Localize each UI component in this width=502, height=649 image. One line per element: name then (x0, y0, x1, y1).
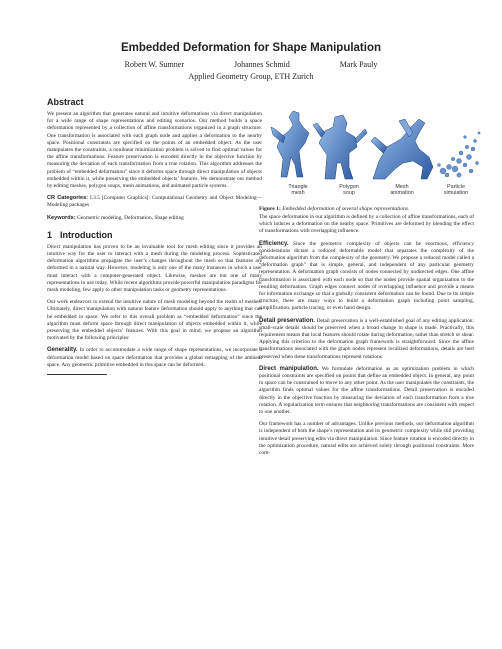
direct-manipulation-text: We formulate deformation as an optimization problem in which positional constraints are specified on points that define an embedded object. In general, any point in space can be constrained to move to any other point. As the user manipulates the constraints, the algorithm finds optimal values for the affine transformations. Detail preservation is encoded directly in the objective function by measuring the deviation of each transformation from a true rotation. A regularization term ensures that neighboring transformations are consistent with respect to one another. (259, 365, 474, 416)
detail-text: Detail preservation is a well-established goal of any editing application: small-scale details should be preserved when a broad change in shape is made. Practically, this requirement means that local features should rotate during deformation, rather than stretch or shear. Applying this criterion to the deformation graph framework is straightforward. Since the affine transformations associated with the graph nodes represent localized deformations, details are best preserved when these transformations represent rotations. (259, 317, 474, 360)
figure-caption (259, 206, 484, 212)
keywords (47, 215, 262, 222)
figure-label (431, 184, 481, 197)
keywords-text: Geometric modeling, Deformation, Shape editing (76, 214, 184, 221)
figure-1 (259, 97, 484, 217)
particle-simulation-figure (438, 132, 481, 177)
cr-categories (47, 195, 262, 209)
author-name: Mark Pauly (339, 60, 378, 69)
caption-text: Embedded deformation of several shape representations. (282, 206, 410, 212)
figure-label (324, 184, 374, 197)
detail-paragraph (259, 318, 474, 361)
label-line: soup (343, 190, 355, 197)
label-line: Particle (447, 184, 465, 190)
right-paragraph-last: Our framework has a number of advantages. Unlike previous methods, our deformation algorithm is independent of both the shape’s representation and its geometric complexity while still providing intuitive detail preserving edits via direct manipulation. Since feature rotation is encoded directly in the optimization procedure, natural edits are achieved solely through positional constraints. More com- (259, 421, 474, 457)
direct-manipulation-paragraph (259, 366, 474, 416)
intro-paragraph-1: Direct manipulation has proven to be an invaluable tool for mesh editing since it provides an intuitive way for the user to interact with a mesh during the modeling process. Sophisticated deformation algorithms propagate the user’s changes throughout the mesh so that features are deformed in a natural way. However, modeling is only one of the many instances in which a user must interact with a computer-generated object. Likewise, meshes are but one of many representations in use today. While recent algorithms provide powerful manipulation paradigms for mesh modeling, few apply to other manipulation tasks or geometry representations. (47, 243, 262, 294)
mesh-animation-figure (371, 119, 433, 179)
caption-label: Figure 1: (259, 206, 281, 212)
figure-label (377, 184, 427, 197)
keywords-label: Keywords: (47, 214, 76, 221)
section-number: 1 (47, 229, 53, 240)
abstract-text: We present an algorithm that generates natural and intuitive deformations via direct manipulation for a wide range of shape representations and editing scenarios. Our method builds a space deformation represented by a collection of affine transformations organized in a graph structure. One transformation is associated with each graph node and applies a deformation to the nearby space. Positional constraints are specified on the points of an embedded object. As the user manipulates the constraints, a nonlinear minimization problem is solved to find optimal values for the affine transformations. Feature preservation is encoded directly in the objective function by measuring the deviation of each transformation from a true rotation. This algorithm addresses the problem of “embedded deformation” since it deforms space through direct manipulation of objects embedded within it, while preserving the embedded objects’ features. We demonstrate our method by editing meshes, polygon soups, mesh animations, and animated particle systems. (47, 111, 262, 190)
figure-label (273, 184, 323, 197)
figure-illustration (259, 97, 484, 183)
efficiency-text: Since the geometric complexity of objects can be enormous, efficiency considerations dictate a reduced deformable model that separates the complexity of the deformation algorithm from the complexity of the geometry. We propose a reduced model called a “deformation graph” that is simple, general, and independent of any particular geometry representation. A deformation graph consists of nodes connected by undirected edges. One affine transformation is associated with each node so that the nodes provide spatial organization to the resulting deformation. Graph edges connect nodes of overlapping influence and provide a means for information exchange so that a globally consistent deformation can be found. Due to its simple structure, there are many ways to build a deformation graph including point sampling, simplification, particle tracing, or even hand design. (259, 240, 474, 312)
triangle-mesh-figure (271, 111, 309, 177)
generality-heading: Generality. (47, 347, 78, 354)
efficiency-heading: Efficiency. (259, 240, 289, 247)
footnote-rule (47, 374, 107, 375)
right-column (259, 214, 474, 462)
intro-heading (47, 230, 262, 240)
polygon-soup-figure (313, 115, 367, 179)
figure-labels (259, 184, 484, 202)
left-column (47, 97, 262, 375)
author-name: Robert W. Sumner (124, 60, 184, 69)
author-name: Johannes Schmid (234, 60, 290, 69)
cr-text: I.3.5 [Computer Graphics]: Computational Geometry and Object Modeling—Modeling packages (47, 195, 262, 209)
affiliation: Applied Geometry Group, ETH Zurich (188, 72, 314, 81)
author-list (0, 60, 502, 69)
abstract-heading: Abstract (47, 97, 84, 107)
label-line: animation (390, 190, 414, 197)
label-line: Triangle (288, 184, 308, 190)
label-line: Mesh (395, 184, 409, 190)
efficiency-paragraph (259, 241, 474, 313)
generality-paragraph (47, 347, 262, 369)
section-title: Introduction (60, 229, 113, 240)
paper-title: Embedded Deformation for Shape Manipulation (120, 42, 382, 54)
cr-label: CR Categories: (47, 195, 89, 202)
generality-text: In order to accommodate a wide range of shape representations, we incorporate a deformation model based on space deformation that provides a global remapping of the ambient space. Any geometric primitive embedded in this space can be deformed. (47, 347, 262, 368)
label-line: simulation (443, 190, 469, 197)
label-line: Polygon (339, 184, 359, 190)
right-paragraph-intro: The space deformation in our algorithm is defined by a collection of affine transformations, each of which induces a deformation on the nearby space. Primitives are deformed by blending the effect of transformations with overlapping influence. (259, 214, 474, 235)
detail-heading: Detail preservation. (259, 317, 315, 324)
intro-paragraph-2: Our work endeavors to extend the intuitive nature of mesh modeling beyond the realm of meshes. Ultimately, direct manipulation with natural feature deformation should apply to anything that can be embedded in space. We refer to this overall problem as “embedded deformation” since the algorithm must deform space through direct manipulation of objects embedded within it, while preserving the embedded objects’ features. With this goal in mind, we propose an algorithm motivated by the following principles: (47, 299, 262, 342)
label-line: mesh (291, 190, 305, 197)
direct-manipulation-heading: Direct manipulation. (259, 365, 319, 372)
